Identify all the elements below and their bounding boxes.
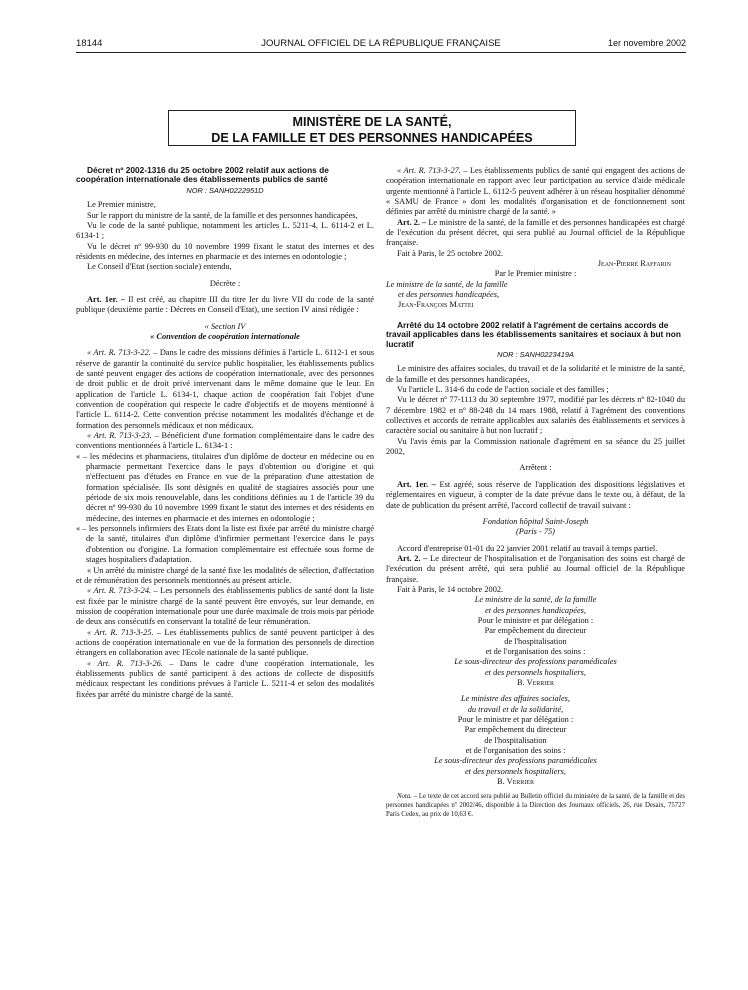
- accord-text: Accord d'entreprise 01-01 du 22 janvier 2001 relatif au travail à temps partiel.: [397, 543, 658, 553]
- fait-a-paris: Fait à Paris, le 14 octobre 2002.: [397, 584, 504, 594]
- sig-line: du travail et de la solidarité,: [467, 704, 564, 714]
- sig-line: et de l'organisation des soins :: [485, 646, 586, 656]
- journal-title: JOURNAL OFFICIEL DE LA RÉPUBLIQUE FRANÇAISE: [261, 38, 501, 49]
- sig-line: et des personnels hospitaliers,: [484, 667, 587, 677]
- article-2: Art. 2. – Le ministre de la santé, de la famille et des personnes handicapées est chargé de l'exécution du présent décret, qui sera publié au Journal officiel de la République française.: [386, 217, 686, 248]
- fondation-location: (Paris - 75): [516, 527, 555, 537]
- minister-line: Le ministre de la santé, de la famille: [386, 279, 508, 289]
- sig-line: de l'hospitalisation: [484, 735, 547, 745]
- sig-line: et de l'organisation des soins :: [465, 746, 566, 756]
- signature-block-1: [386, 595, 685, 688]
- fondation-name: Fondation hôpital Saint-Joseph: [482, 516, 589, 526]
- sig-signer: B. Verrier: [517, 678, 554, 687]
- arrete-nor: NOR : SANH0223419A: [497, 350, 574, 360]
- issue-date: 1er novembre 2002: [607, 38, 686, 48]
- arrete-para: Vu l'avis émis par la Commission nationale d'agrément en sa séance du 25 juillet 2002,: [386, 436, 685, 457]
- list-item: « – les personnels infirmiers des Etats dont la liste est fixée par arrêté du ministre chargé de la santé, titulaires d'un diplôme d'infirmier permettant l'exercice dans le pays d'obtention ou d'origine. La formation complémentaire est effectuée sous forme de stages hospitaliers d'adaptation.: [76, 524, 374, 565]
- sig-line: Par empêchement du directeur: [484, 626, 587, 636]
- decret-para: Sur le rapport du ministre de la santé, de la famille et des personnes handicapées,: [87, 210, 358, 220]
- ministry-box: [168, 110, 576, 146]
- decret-para: Le Conseil d'Etat (section sociale) entendu,: [87, 262, 232, 272]
- arrete-title: Arrêté du 14 octobre 2002 relatif à l'agrément de certains accords de travail applicables dans les établissements sanitaires et sociaux à but non lucratif: [386, 319, 681, 349]
- page-number: 18144: [76, 38, 103, 49]
- section-heading: « Section IV: [204, 321, 246, 331]
- fait-a-paris: Fait à Paris, le 25 octobre 2002.: [397, 248, 504, 258]
- section-title: « Convention de coopération internationale: [150, 331, 300, 341]
- article-r-23: « Art. R. 713-3-23. – Bénéficient d'une formation complémentaire dans le cadre des conventions mentionnées à l'article L. 6134-1 :: [76, 431, 374, 451]
- signer-name: Jean-Pierre Raffarin: [597, 259, 671, 269]
- sig-signer: B. Verrier: [497, 777, 534, 787]
- signature-block-2: [386, 694, 685, 787]
- sig-line: de l'hospitalisation: [504, 636, 567, 646]
- arrete-article-2: Art. 2. – Le directeur de l'hospitalisation et de l'organisation des soins est chargé de l'exécution du présent arrêté, qui sera publié au Journal officiel de la République française.: [386, 553, 685, 584]
- arrete-para: Vu le décret nº 77-1113 du 30 septembre 1977, modifié par les décrets nº 82-1040 du 7 décembre 1982 et nº 88-248 du 14 mars 1988, relatif à l'agrément des conventions collectives et accords de retraite applicables aux salariés des établissements et services à caractère social ou sanitaire à but non lucratif ;: [386, 395, 685, 436]
- sig-line: Le sous-directeur des professions paramédicales: [434, 756, 597, 766]
- sig-line: et des personnes handicapées,: [484, 605, 587, 615]
- decret-nor: NOR : SANH0222951D: [186, 185, 264, 195]
- decret-para: Le Premier ministre,: [87, 200, 156, 210]
- decret-title: Décret nº 2002-1316 du 25 octobre 2002 relatif aux actions de coopération internationale des établissements publics de santé: [76, 165, 329, 185]
- article-r-26: « Art. R. 713-3-26. – Dans le cadre d'une coopération internationale, les établissements publics de santé participent à des actions de collecte de dispositifs médicaux respectant les conditions prévues à l'article L. 5211-4 et selon des modalités fixées par arrêté du ministre chargé de la santé.: [76, 658, 374, 699]
- article-1: Art. 1er. – Il est créé, au chapitre III du titre Ier du livre VII du code de la santé publique (deuxième partie : Décrets en Conseil d'Etat), une section IV ainsi rédigée :: [76, 294, 374, 315]
- article-r-24: « Art. R. 713-3-24. – Les personnels des établissements publics de santé dont la liste est fixée par le ministre chargé de la santé peuvent être envoyés, sur leur demande, en mission de coopération internationale pour une durée maximale de trois mois par période de deux ans consécutifs en conservant la totalité de leur rémunération.: [76, 586, 374, 627]
- arrete-article-1: Art. 1er. – Est agréé, sous réserve de l'application des dispositions législatives et réglementaires en vigueur, à compter de la date prévue dans le texte ou, à défaut, de la date de publication du présent arrêté, l'accord collectif de travail suivant :: [386, 479, 685, 510]
- article-r-25: « Art. R. 713-3-25. – Les établissements publics de santé peuvent participer à des actions de coopération internationale en vue de la formation des personnels de direction étrangers en collaboration avec l'Ecole nationale de la santé publique.: [76, 627, 374, 658]
- sig-line: Le ministre des affaires sociales,: [460, 694, 570, 704]
- sig-line: et des personnels hospitaliers,: [464, 766, 567, 776]
- list-item: « – les médecins et pharmaciens, titulaires d'un diplôme de docteur en médecine ou en pharmacie permettant l'exercice dans le pays d'obtention ou d'origine et qui n'effectuent pas d'études en France en vue de la préparation d'une attestation de formation spécialisée. Ils sont désignés en qualité de stagiaires associés pour une période de six mois renouvelable, dans les conditions définies au 1 de l'article 39 du décret nº 99-930 du 10 novembre 1999 fixant le statut des internes et des résidents en médecine, des internes en pharmacie et des internes en odontologie ;: [76, 451, 374, 523]
- ministry-line-2: DE LA FAMILLE ET DES PERSONNES HANDICAPÉES: [211, 131, 533, 145]
- sig-line: Par empêchement du directeur: [464, 725, 567, 735]
- right-column: [386, 166, 685, 819]
- sig-line: Pour le ministre et par délégation :: [457, 715, 574, 725]
- page-header: [76, 38, 686, 53]
- article-r-27: « Art. R. 713-3-27. – Les établissements publics de santé qui engagent des actions de coopération internationale en rapport avec leur participation au service d'aide médicale urgente mentionné à l'article L. 6112-5 peuvent adhérer à un réseau hospitalier dénommé « SAMU de France » dont les modalités d'organisation et de fonctionnement sont définies par arrêté du ministre chargé de la santé. »: [386, 166, 685, 217]
- decrete-heading: Décrète :: [209, 278, 241, 288]
- minister-signer: Jean-François Mattei: [398, 300, 474, 310]
- decret-para: Vu le code de la santé publique, notamment les articles L. 5211-4, L. 6114-2 et L. 6134-1 ;: [76, 220, 374, 241]
- left-column: [76, 166, 374, 700]
- sig-line: Le sous-directeur des professions paramédicales: [454, 657, 617, 667]
- ministry-line-1: MINISTÈRE DE LA SANTÉ,: [292, 115, 452, 129]
- nota: Nota. – Le texte de cet accord sera publié au Bulletin officiel du ministère de la santé, de la famille et des personnes handicapées nº 2002/46, disponible à la Direction des Journaux officiels, 26, rue Desaix, 75727 Paris Cedex, au prix de 10,63 €.: [386, 793, 685, 818]
- arretent-heading: Arrêtent :: [519, 463, 552, 473]
- arrete-para: Le ministre des affaires sociales, du travail et de la solidarité et le ministre de la santé, de la famille et des personnes handicapées,: [386, 364, 685, 384]
- decret-para: « Un arrêté du ministre chargé de la santé fixe les modalités de sélection, d'affectation et de rémunération des personnels mentionnés au présent article.: [76, 565, 374, 585]
- article-r-22: « Art. R. 713-3-22. – Dans le cadre des missions définies à l'article L. 6112-1 et sous réserve de garantir la continuité du service public hospitalier, les établissements publics de santé peuvent engager des actions de coopération internationale, avec des personnes de droit public et de droit privé intervenant dans le même domaine que le leur. En application de l'article L. 6134-1, chaque action de coopération fait l'objet d'une convention de coopération qui respecte le cadre d'objectifs et de moyens mentionné à l'article L. 6114-2. Cette convention précise notamment les modalités d'échange et de formation des personnels médicaux et non médicaux.: [76, 348, 374, 430]
- minister-line: et des personnes handicapées,: [398, 290, 500, 300]
- decret-para: Vu le décret nº 99-930 du 10 novembre 1999 fixant le statut des internes et des résidents en médecine, des internes en pharmacie et des internes en odontologie ;: [76, 241, 374, 261]
- par-premier-ministre: Par le Premier ministre :: [494, 269, 577, 279]
- arrete-para: Vu l'article L. 314-6 du code de l'action sociale et des familles ;: [397, 385, 609, 395]
- sig-line: Le ministre de la santé, de la famille: [474, 595, 597, 605]
- sig-line: Pour le ministre et par délégation :: [477, 615, 594, 625]
